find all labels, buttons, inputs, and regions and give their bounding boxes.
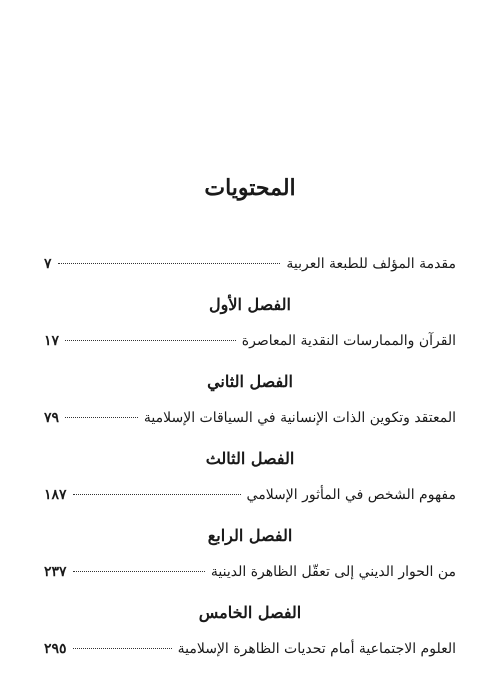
dot-leader bbox=[73, 571, 205, 572]
entry-page-number: ٧ bbox=[44, 256, 52, 272]
entry-page-number: ٢٩٥ bbox=[44, 641, 67, 657]
page-title: المحتويات bbox=[204, 175, 296, 201]
spacer bbox=[44, 624, 456, 638]
spacer bbox=[44, 583, 456, 602]
spacer bbox=[44, 547, 456, 561]
toc-entry-chapter-1[interactable] bbox=[44, 330, 456, 352]
toc-entry-chapter-4[interactable] bbox=[44, 561, 456, 583]
entry-title: من الحوار الديني إلى تعقّل الظاهرة الدينية bbox=[210, 564, 456, 580]
chapter-heading-4: الفصل الرابع bbox=[207, 526, 293, 545]
dot-leader bbox=[65, 340, 236, 341]
entry-title: العلوم الاجتماعية أمام تحديات الظاهرة الإسلامية bbox=[177, 641, 456, 657]
spacer bbox=[44, 275, 456, 294]
chapter-heading-1: الفصل الأول bbox=[209, 295, 291, 314]
toc-entry-chapter-2[interactable] bbox=[44, 407, 456, 429]
entry-title: القرآن والممارسات النقدية المعاصرة bbox=[241, 333, 456, 349]
toc-entry-intro[interactable] bbox=[44, 253, 456, 275]
entry-title: مفهوم الشخص في المأثور الإسلامي bbox=[246, 487, 456, 503]
entry-page-number: ١٧ bbox=[44, 333, 60, 349]
spacer bbox=[44, 506, 456, 525]
toc-entry-chapter-3[interactable] bbox=[44, 484, 456, 506]
dot-leader bbox=[73, 494, 241, 495]
chapter-heading-2: الفصل الثاني bbox=[207, 372, 293, 391]
chapter-heading-5: الفصل الخامس bbox=[198, 603, 302, 622]
entry-page-number: ٢٣٧ bbox=[44, 564, 67, 580]
chapter-heading-3: الفصل الثالث bbox=[205, 449, 295, 468]
dot-leader bbox=[73, 648, 172, 649]
dot-leader bbox=[65, 417, 138, 418]
entry-page-number: ١٨٧ bbox=[44, 487, 67, 503]
toc-entry-chapter-5[interactable] bbox=[44, 638, 456, 660]
dot-leader bbox=[58, 263, 281, 264]
table-of-contents bbox=[44, 253, 456, 660]
entry-title: المعتقد وتكوين الذات الإنسانية في السياقات الإسلامية bbox=[143, 410, 456, 426]
spacer bbox=[44, 393, 456, 407]
spacer bbox=[44, 429, 456, 448]
spacer bbox=[44, 352, 456, 371]
spacer bbox=[44, 470, 456, 484]
entry-page-number: ٧٩ bbox=[44, 410, 60, 426]
spacer bbox=[44, 316, 456, 330]
entry-title: مقدمة المؤلف للطبعة العربية bbox=[286, 256, 456, 272]
